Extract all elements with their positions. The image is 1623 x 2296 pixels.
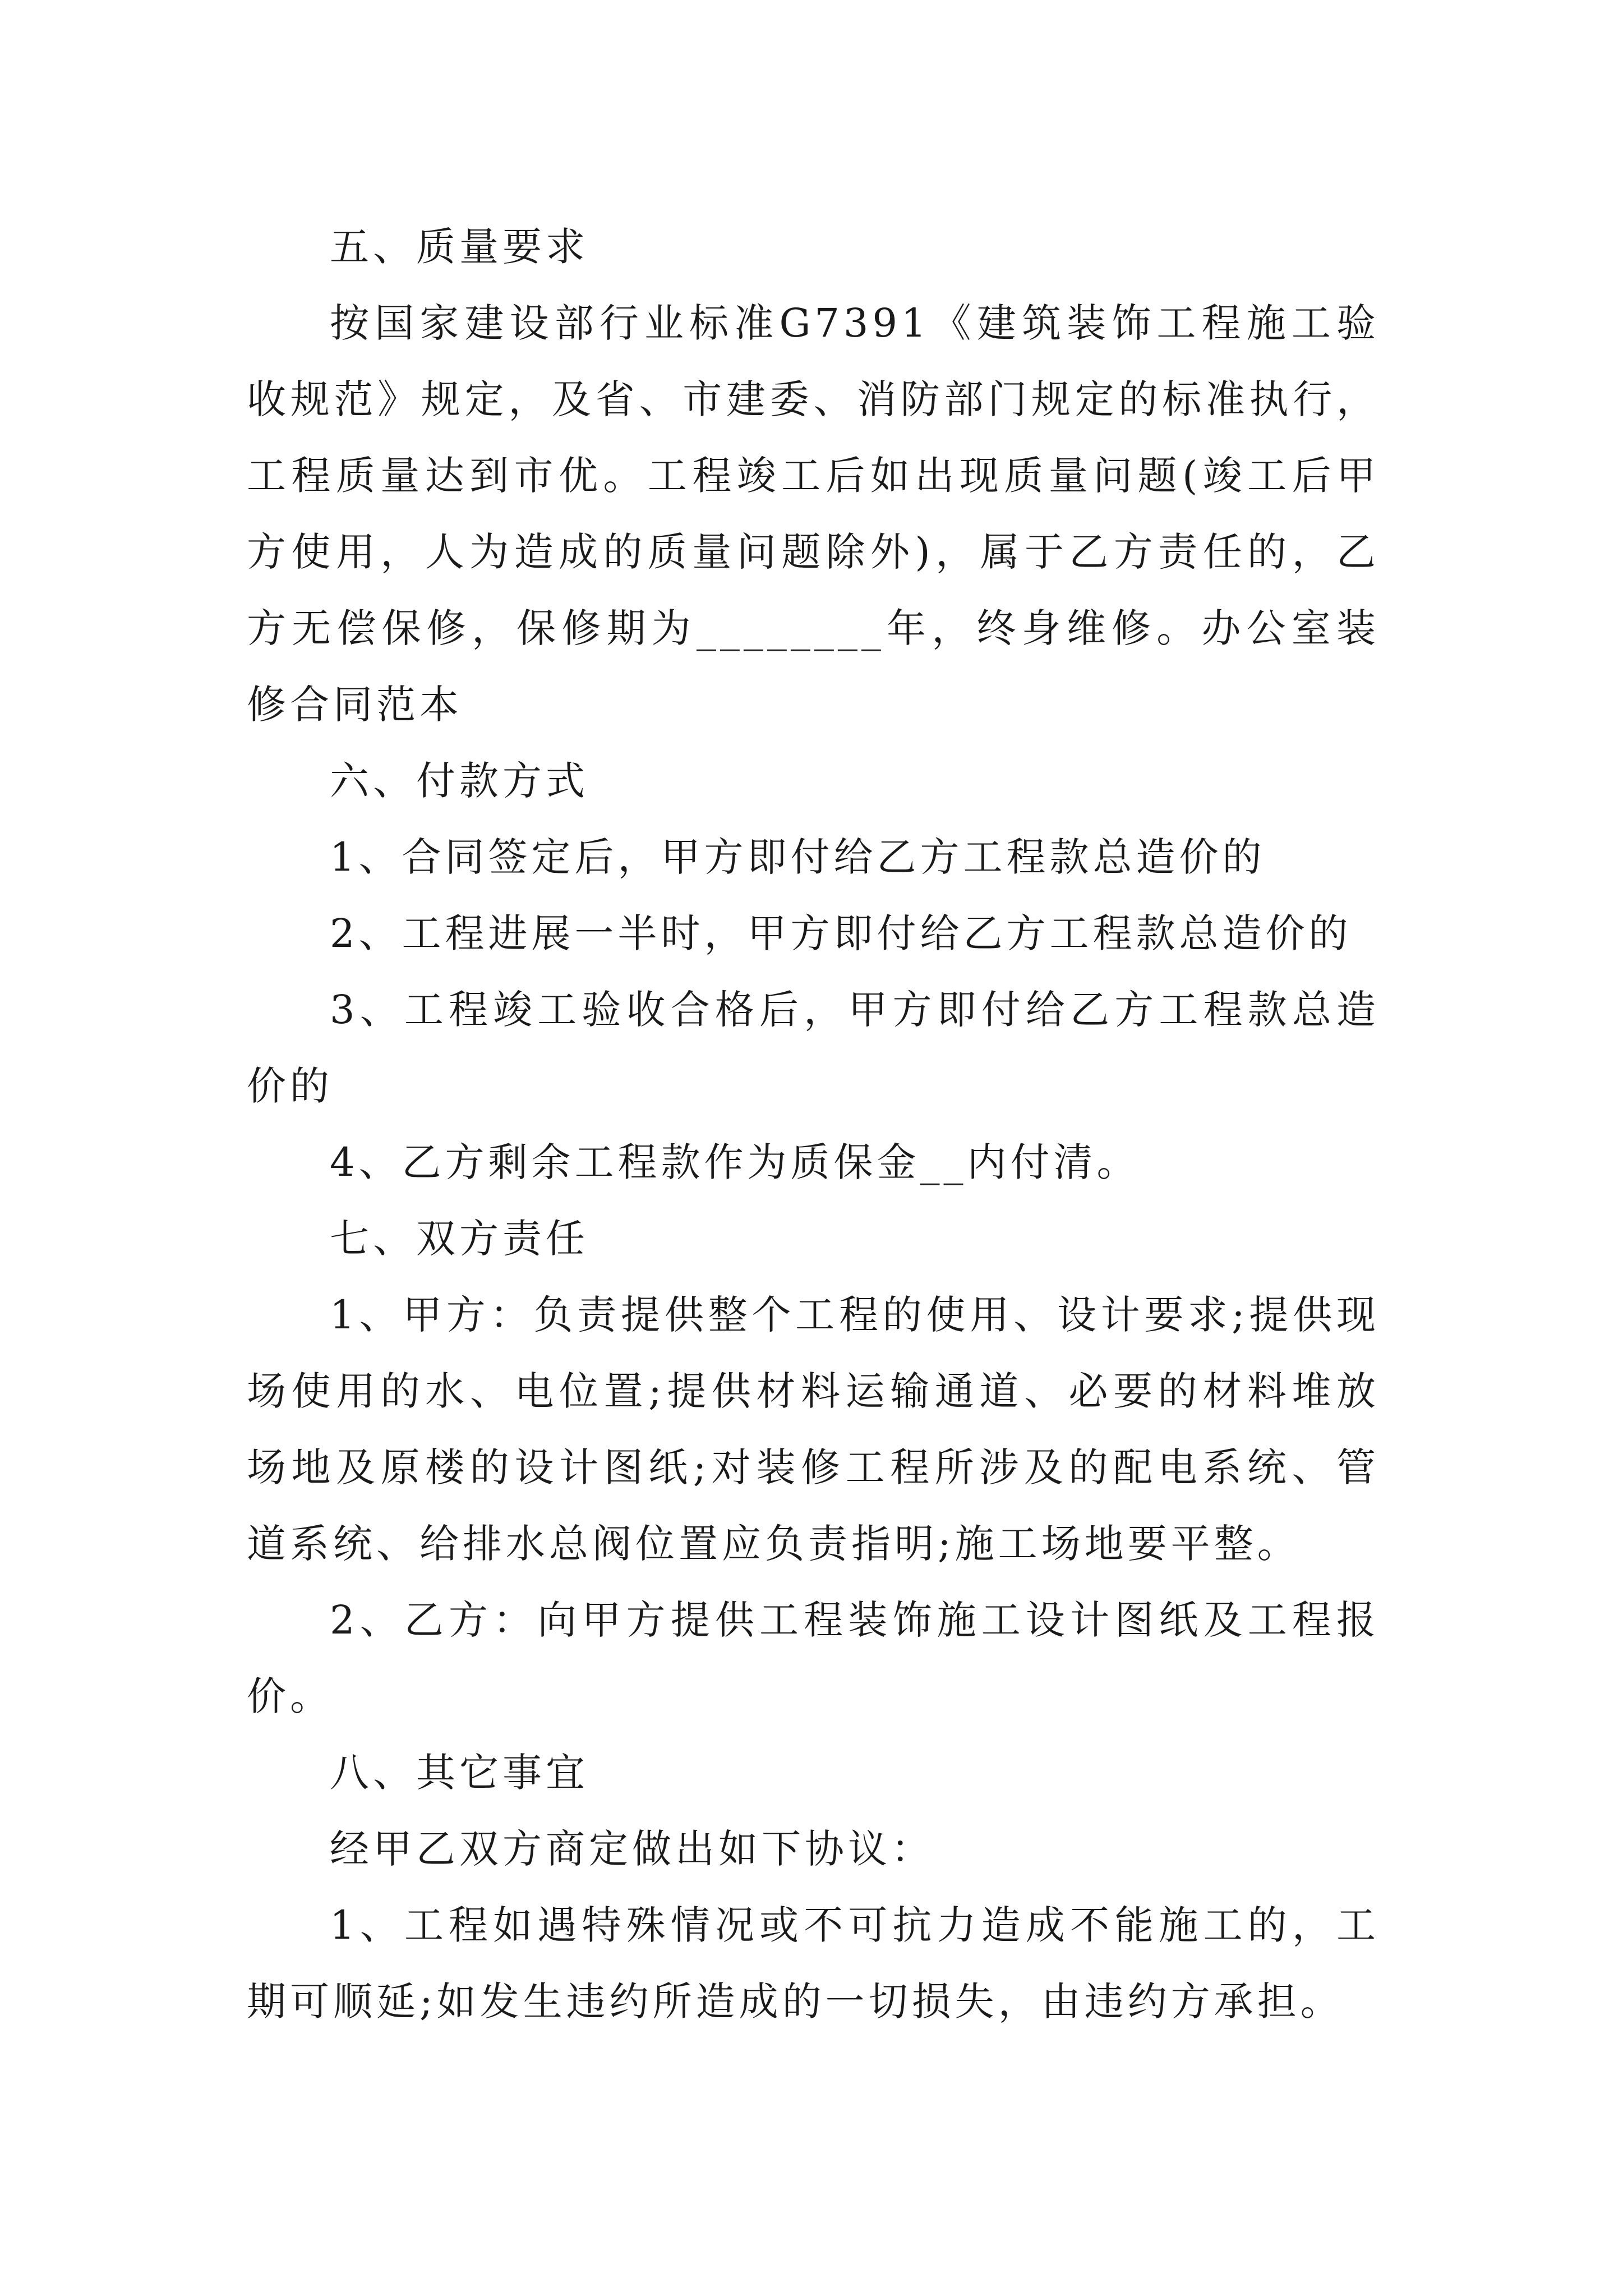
paragraph-agreement-1: 1、工程如遇特殊情况或不可抗力造成不能施工的，工期可顺延;如发生违约所造成的一切损失，由违约方承担。	[247, 1902, 1380, 2024]
paragraph-agreement-intro: 经甲乙双方商定做出如下协议：	[330, 1826, 934, 1872]
document-body	[247, 209, 1380, 2040]
section-heading-quality: 五、质量要求	[330, 224, 589, 270]
paragraph-quality-standard: 按国家建设部行业标准G7391《建筑装饰工程施工验收规范》规定，及省、市建委、消防部门规定的标准执行，工程质量达到市优。工程竣工后如出现质量问题(竣工后甲方使用，人为造成的质量问题除外)，属于乙方责任的，乙方无偿保修，保修期为________年，终身维修。办公室装修合同范本	[247, 300, 1380, 728]
paragraph-party-a: 1、甲方：负责提供整个工程的使用、设计要求;提供现场使用的水、电位置;提供材料运输通道、必要的材料堆放场地及原楼的设计图纸;对装修工程所涉及的配电系统、管道系统、给排水总阀位置应负责指明;施工场地要平整。	[247, 1292, 1380, 1567]
paragraph-party-b: 2、乙方：向甲方提供工程装饰施工设计图纸及工程报价。	[247, 1597, 1380, 1719]
section-heading-payment: 六、付款方式	[330, 758, 589, 804]
paragraph-payment-2: 2、工程进展一半时，甲方即付给乙方工程款总造价的	[330, 910, 1352, 956]
section-heading-other: 八、其它事宜	[330, 1750, 589, 1796]
paragraph-payment-1: 1、合同签定后，甲方即付给乙方工程款总造价的	[330, 834, 1266, 880]
paragraph-payment-3: 3、工程竣工验收合格后，甲方即付给乙方工程款总造价的	[247, 987, 1380, 1109]
section-heading-responsibilities: 七、双方责任	[330, 1216, 589, 1262]
paragraph-payment-4: 4、乙方剩余工程款作为质保金__内付清。	[330, 1139, 1140, 1185]
